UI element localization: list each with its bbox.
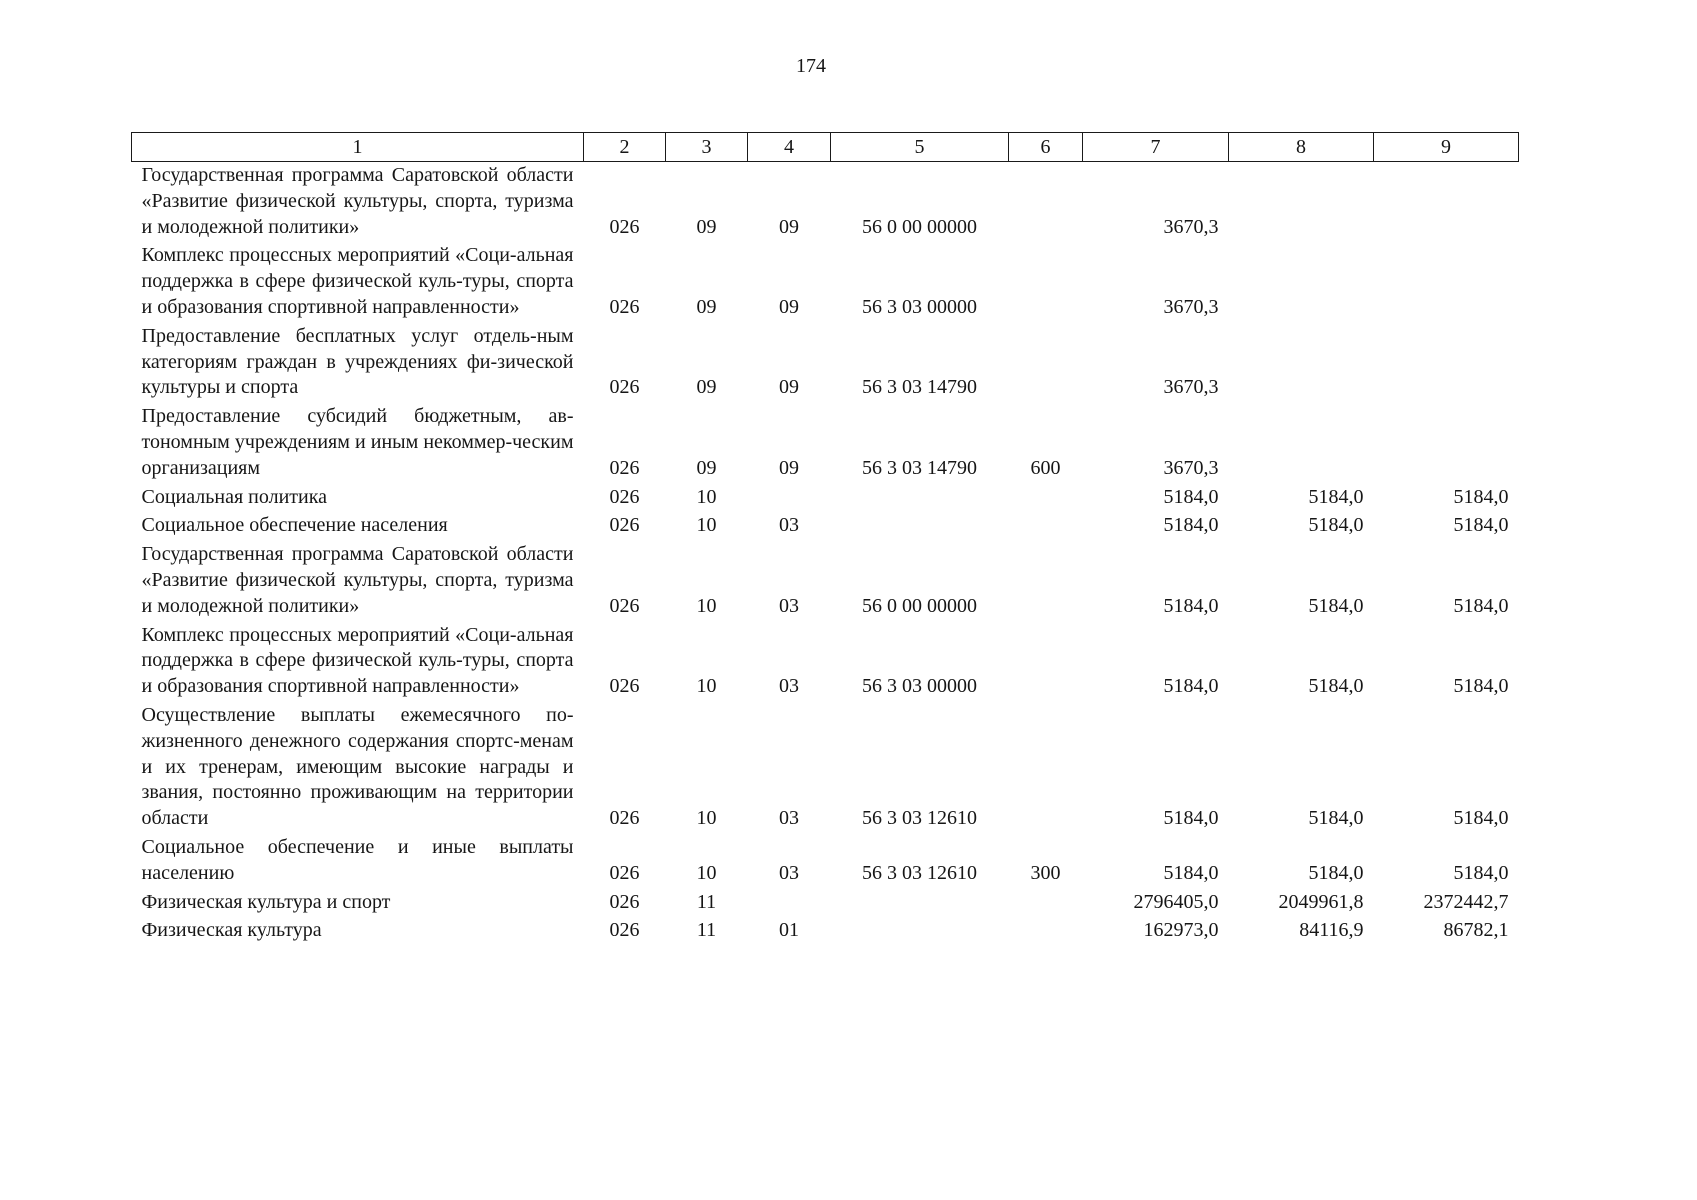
row-col-9: 86782,1 — [1443, 919, 1509, 942]
table-row — [132, 622, 1519, 702]
row-col-5 — [831, 917, 1009, 946]
row-col-3: 09 — [696, 456, 717, 479]
row-col-5: 56 3 03 00000 — [862, 675, 977, 698]
row-col-9: 5184,0 — [1453, 514, 1509, 537]
row-col-5: 56 3 03 12610 — [862, 861, 977, 884]
row-col-2: 026 — [609, 514, 640, 537]
row-col-8: 84116,9 — [1299, 919, 1364, 942]
row-description: Социальное обеспечение населения — [141, 514, 448, 537]
row-col-7: 5184,0 — [1163, 485, 1219, 508]
header-cell-7: 7 — [1083, 133, 1229, 162]
table-row — [132, 403, 1519, 483]
row-col-6 — [1009, 242, 1083, 322]
table-row — [132, 889, 1519, 918]
row-col-4: 09 — [779, 456, 799, 479]
row-col-2: 026 — [609, 215, 640, 238]
row-col-9 — [1374, 162, 1519, 243]
row-col-3: 10 — [696, 807, 717, 830]
header-cell-4: 4 — [748, 133, 831, 162]
row-description: Физическая культура и спорт — [141, 890, 391, 913]
row-col-7: 2796405,0 — [1133, 890, 1219, 913]
row-col-2: 026 — [609, 807, 640, 830]
row-col-8 — [1229, 242, 1374, 322]
row-col-4: 03 — [779, 861, 799, 884]
row-description: Социальная политика — [141, 485, 328, 508]
row-description: Государственная программа Саратовской области «Развитие физической культуры, спорта, туризма и молодежной политики» — [141, 164, 574, 238]
row-col-9: 5184,0 — [1453, 861, 1509, 884]
header-cell-3: 3 — [666, 133, 748, 162]
row-col-8: 5184,0 — [1308, 514, 1364, 537]
row-col-6 — [1009, 541, 1083, 621]
row-col-6 — [1009, 484, 1083, 513]
row-col-3: 10 — [696, 675, 717, 698]
row-col-5: 56 3 03 00000 — [862, 295, 977, 318]
row-col-4: 09 — [779, 295, 799, 318]
row-col-2: 026 — [609, 594, 640, 617]
row-col-9: 5184,0 — [1453, 594, 1509, 617]
row-col-8 — [1229, 323, 1374, 403]
table-row — [132, 702, 1519, 834]
row-col-3: 10 — [696, 485, 717, 508]
row-col-8 — [1229, 162, 1374, 243]
row-col-2: 026 — [609, 861, 640, 884]
table-row — [132, 242, 1519, 322]
row-col-4: 01 — [779, 919, 799, 942]
header-cell-5: 5 — [831, 133, 1009, 162]
row-description: Социальное обеспечение и иные выплаты населению — [141, 835, 574, 884]
row-col-6 — [1009, 702, 1083, 834]
row-col-5: 56 0 00 00000 — [862, 215, 977, 238]
table-row — [132, 917, 1519, 946]
header-cell-6: 6 — [1009, 133, 1083, 162]
row-col-5: 56 0 00 00000 — [862, 594, 977, 617]
row-col-3: 09 — [696, 376, 717, 399]
row-col-6 — [1009, 323, 1083, 403]
row-col-8: 5184,0 — [1308, 807, 1364, 830]
table-row — [132, 484, 1519, 513]
row-col-2: 026 — [609, 890, 640, 913]
header-cell-2: 2 — [584, 133, 666, 162]
row-description: Предоставление субсидий бюджетным, ав-тономным учреждениям и иным некоммер-ческим организациям — [141, 405, 574, 479]
budget-table — [131, 132, 1519, 946]
row-col-8: 5184,0 — [1308, 861, 1364, 884]
row-col-3: 11 — [696, 890, 717, 913]
row-description: Комплекс процессных мероприятий «Соци-альная поддержка в сфере физической куль-туры, спорта и образования спортивной направленности» — [141, 244, 574, 318]
row-col-7: 5184,0 — [1163, 675, 1219, 698]
row-col-5: 56 3 03 14790 — [862, 456, 977, 479]
row-col-9 — [1374, 242, 1519, 322]
table-row — [132, 323, 1519, 403]
row-description: Предоставление бесплатных услуг отдель-ным категориям граждан в учреждениях фи-зической культуры и спорта — [141, 324, 574, 399]
row-col-7: 3670,3 — [1163, 295, 1219, 318]
table-row — [132, 512, 1519, 541]
row-col-9 — [1374, 403, 1519, 483]
row-col-2: 026 — [609, 485, 640, 508]
table-body — [132, 162, 1519, 947]
row-col-7: 162973,0 — [1143, 919, 1219, 942]
row-description: Комплекс процессных мероприятий «Соци-альная поддержка в сфере физической куль-туры, спорта и образования спортивной направленности» — [141, 623, 574, 698]
row-col-2: 026 — [609, 376, 640, 399]
row-col-8 — [1229, 403, 1374, 483]
row-col-5 — [831, 889, 1009, 918]
row-col-8: 5184,0 — [1308, 485, 1364, 508]
row-col-6 — [1009, 162, 1083, 243]
row-col-3: 11 — [696, 919, 717, 942]
row-col-2: 026 — [609, 675, 640, 698]
header-row — [132, 133, 1519, 162]
row-col-3: 10 — [696, 594, 717, 617]
row-col-4: 03 — [779, 594, 799, 617]
row-col-4: 03 — [779, 514, 799, 537]
row-col-2: 026 — [609, 919, 640, 942]
row-col-8: 2049961,8 — [1278, 890, 1364, 913]
row-col-9: 5184,0 — [1453, 675, 1509, 698]
row-description: Физическая культура — [141, 919, 322, 942]
row-col-7: 5184,0 — [1163, 861, 1219, 884]
row-col-2: 026 — [609, 295, 640, 318]
row-col-4 — [748, 484, 831, 513]
row-col-2: 026 — [609, 456, 640, 479]
table-row — [132, 834, 1519, 889]
row-col-6: 600 — [1030, 456, 1061, 479]
row-col-7: 3670,3 — [1163, 456, 1219, 479]
header-cell-1: 1 — [132, 133, 584, 162]
row-col-6 — [1009, 889, 1083, 918]
table-header — [132, 133, 1519, 162]
row-col-7: 5184,0 — [1163, 807, 1219, 830]
page-number: 174 — [796, 55, 826, 77]
row-col-9: 5184,0 — [1453, 807, 1509, 830]
row-col-4: 09 — [779, 215, 799, 238]
row-description: Государственная программа Саратовской области «Развитие физической культуры, спорта, туризма и молодежной политики» — [141, 543, 574, 617]
row-col-8: 5184,0 — [1308, 675, 1364, 698]
row-col-7: 3670,3 — [1163, 215, 1219, 238]
table-row — [132, 162, 1519, 243]
row-col-5: 56 3 03 12610 — [862, 807, 977, 830]
row-col-4 — [748, 889, 831, 918]
header-cell-8: 8 — [1229, 133, 1374, 162]
row-col-7: 5184,0 — [1163, 514, 1219, 537]
row-col-4: 03 — [779, 807, 799, 830]
row-col-3: 09 — [696, 215, 717, 238]
row-col-9: 5184,0 — [1453, 485, 1509, 508]
row-col-3: 10 — [696, 861, 717, 884]
row-col-9 — [1374, 323, 1519, 403]
row-col-5: 56 3 03 14790 — [862, 376, 977, 399]
row-col-4: 03 — [779, 675, 799, 698]
row-col-4: 09 — [779, 376, 799, 399]
row-col-6 — [1009, 512, 1083, 541]
row-col-3: 10 — [696, 514, 717, 537]
row-col-5 — [831, 512, 1009, 541]
row-col-7: 5184,0 — [1163, 594, 1219, 617]
row-col-9: 2372442,7 — [1423, 890, 1509, 913]
header-cell-9: 9 — [1374, 133, 1519, 162]
row-col-8: 5184,0 — [1308, 594, 1364, 617]
row-col-7: 3670,3 — [1163, 376, 1219, 399]
row-col-5 — [831, 484, 1009, 513]
row-col-6 — [1009, 917, 1083, 946]
row-col-6 — [1009, 622, 1083, 702]
row-col-3: 09 — [696, 295, 717, 318]
row-col-6: 300 — [1030, 861, 1061, 884]
table-row — [132, 541, 1519, 621]
row-description: Осуществление выплаты ежемесячного по-жизненного денежного содержания спортс-менам и их тренерам, имеющим высокие награды и звания, постоянно проживающим на территории области — [141, 703, 574, 830]
